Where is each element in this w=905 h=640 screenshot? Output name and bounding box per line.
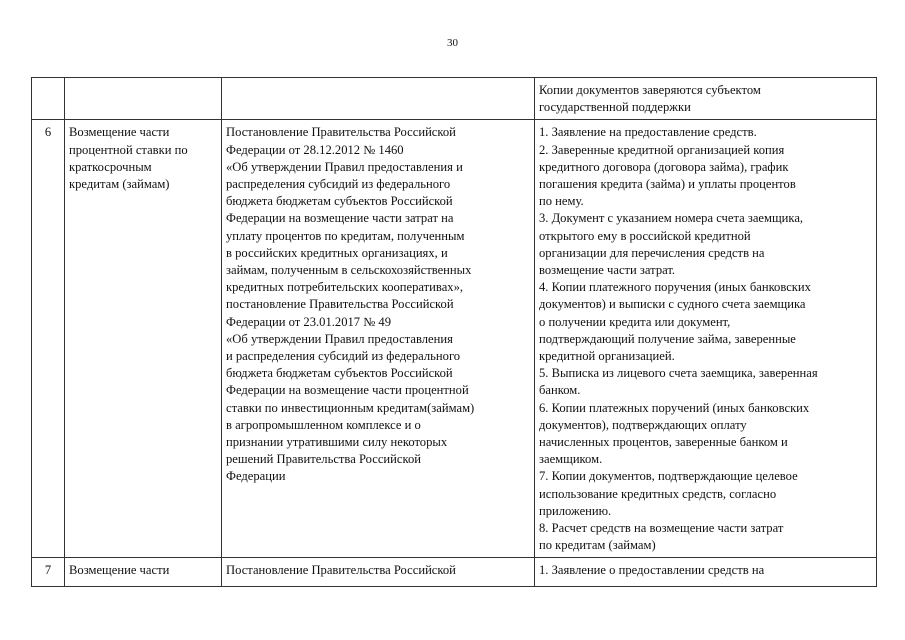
text-line: 5. Выписка из лицевого счета заемщика, заверенная [539,366,818,381]
text-line: банком. [539,383,581,398]
text-line: Федерации от 23.01.2017 № 49 [226,314,391,329]
text-line: Возмещение части [69,563,170,578]
text-line: по нему. [539,194,584,209]
measure-cell [65,78,222,120]
text-line: погашения кредита (займа) и уплаты процентов [539,177,796,192]
text-line: процентной ставки по [69,142,188,157]
text-line: начисленных процентов, заверенные банком и [539,435,788,450]
text-line: Федерации от 28.12.2012 № 1460 [226,142,404,157]
legal-basis-cell [222,120,535,558]
documents-cell [535,120,877,558]
text-line: займам, полученным в сельскохозяйственных [226,263,472,278]
text-line: о получении кредита или документ, [539,314,731,329]
table-row-7 [32,558,877,586]
text-line: 1. Заявление на предоставление средств. [539,125,757,140]
text-line: 7. Копии документов, подтверждающие целевое [539,469,798,484]
text-line: заемщиком. [539,452,603,467]
text-line: 1. Заявление о предоставлении средств на [539,563,765,578]
text-line: Федерации на возмещение части процентной [226,383,469,398]
text-line: 6. Копии платежных поручений (иных банковских [539,400,810,415]
text-line: открытого ему в российской кредитной [539,228,751,243]
row-number-cell: 6 [32,120,65,558]
text-line: 4. Копии платежного поручения (иных банковских [539,280,811,295]
measure-cell [65,558,222,586]
text-line: 3. Документ с указанием номера счета заемщика, [539,211,804,226]
text-line: кредитной организацией. [539,349,675,364]
text-line: использование кредитных средств, согласно [539,486,777,501]
text-line: уплату процентов по кредитам, полученным [226,228,465,243]
text-line: ставки по инвестиционным кредитам(займам) [226,400,475,415]
text-line: в агропромышленном комплексе и о [226,417,421,432]
text-line: организации для перечисления средств на [539,245,765,260]
text-line: Постановление Правительства Российской [226,563,456,578]
text-line: постановление Правительства Российской [226,297,454,312]
legal-basis-cell [222,78,535,120]
text-line: кредитам (займам) [69,177,170,192]
text-line: по кредитам (займам) [539,538,656,553]
table-row-continuation [32,78,877,120]
text-line: кредитного договора (договора займа), график [539,159,789,174]
text-line: краткосрочным [69,159,152,174]
text-line: 8. Расчет средств на возмещение части затрат [539,521,784,536]
page-number: 30 [447,37,458,49]
text-line: и распределения субсидий из федерального [226,349,461,364]
documents-cell [535,78,877,120]
text-line: подтверждающий получение займа, заверенные [539,331,796,346]
text-line: государственной поддержки [539,100,691,115]
row-number-cell: 7 [32,558,65,586]
text-line: распределения субсидий из федерального [226,177,451,192]
row-number-cell [32,78,65,120]
text-line: признании утратившими силу некоторых [226,435,448,450]
text-line: приложению. [539,503,612,518]
text-line: документов), подтверждающих оплату [539,417,747,432]
text-line: Федерации на возмещение части затрат на [226,211,454,226]
text-line: документов) и выписки с судного счета заемщика [539,297,806,312]
text-line: 2. Заверенные кредитной организацией копия [539,142,785,157]
text-line: Возмещение части [69,125,170,140]
text-line: бюджета бюджетам субъектов Российской [226,366,453,381]
text-line: возмещение части затрат. [539,263,676,278]
text-line: «Об утверждении Правил предоставления и [226,159,463,174]
text-line: Копии документов заверяются субъектом [539,83,761,97]
text-line: «Об утверждении Правил предоставления [226,331,453,346]
table-row-6 [32,120,877,558]
text-line: в российских кредитных организациях, и [226,245,448,260]
legal-basis-cell [222,558,535,586]
measure-cell [65,120,222,558]
text-line: Постановление Правительства Российской [226,125,456,140]
text-line: бюджета бюджетам субъектов Российской [226,194,453,209]
text-line: Федерации [226,469,286,484]
documents-cell [535,558,877,586]
subsidy-documents-table [31,77,877,587]
text-line: кредитных потребительских кооперативах», [226,280,464,295]
text-line: решений Правительства Российской [226,452,422,467]
